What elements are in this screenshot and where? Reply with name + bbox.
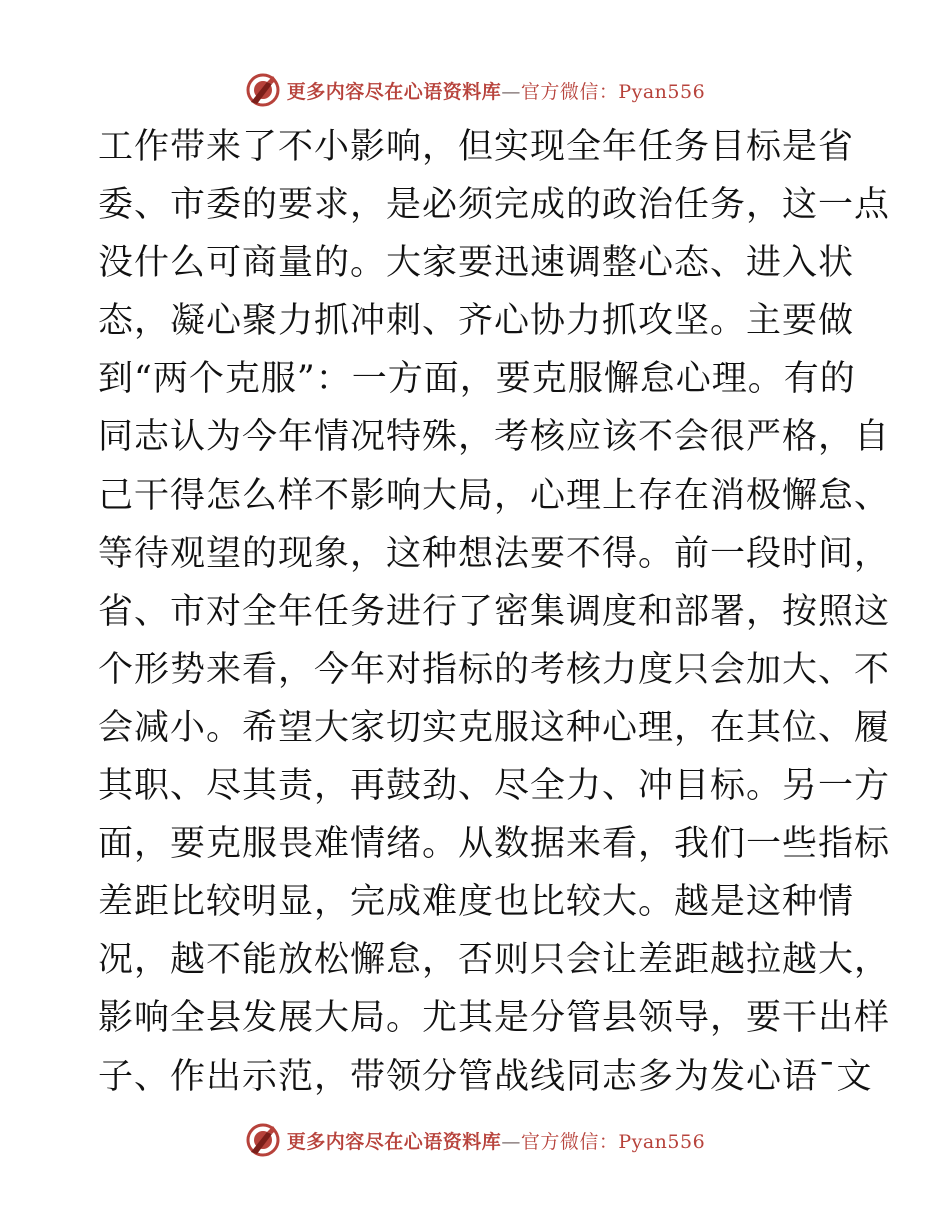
body-line: 影响全县发展大局。尤其是分管县领导，要干出样 xyxy=(98,998,891,1039)
header-banner xyxy=(0,70,950,110)
document-body xyxy=(98,118,891,1106)
body-line: 己干得怎么样不影响大局，心理上存在消极懈怠、 xyxy=(98,475,891,516)
body-line: 子、作出示范，带领分管战线同志多为发心语¯文 xyxy=(98,1056,873,1097)
header-site-name: 更多内容尽在心语资料库 xyxy=(286,80,502,103)
footer-site-name: 更多内容尽在心语资料库 xyxy=(286,1130,502,1153)
body-line: 个形势来看，今年对指标的考核力度只会加大、不 xyxy=(98,649,891,690)
pen-logo-icon xyxy=(245,1122,281,1158)
header-wechat-label: 官方微信： xyxy=(520,80,619,103)
body-line: 委、市委的要求，是必须完成的政治任务，这一点 xyxy=(98,185,891,226)
body-line: 面，要克服畏难情绪。从数据来看，我们一些指标 xyxy=(98,824,891,865)
body-line: 没什么可商量的。大家要迅速调整心态、进入状 xyxy=(98,243,855,284)
body-line: 其职、尽其责，再鼓劲、尽全力、冲目标。另一方 xyxy=(98,766,891,807)
body-line: 同志认为今年情况特殊，考核应该不会很严格，自 xyxy=(98,417,891,458)
body-line: 况，越不能放松懈怠，否则只会让差距越拉越大， xyxy=(98,940,891,981)
header-text xyxy=(287,77,705,104)
pen-logo-icon xyxy=(245,72,281,108)
footer-banner xyxy=(0,1120,950,1160)
footer-separator: — xyxy=(501,1130,521,1153)
footer-wechat-id: Pyan556 xyxy=(618,1130,706,1153)
body-line: 等待观望的现象，这种想法要不得。前一段时间， xyxy=(98,533,891,574)
body-line: 省、市对全年任务进行了密集调度和部署，按照这 xyxy=(98,591,891,632)
header-separator: — xyxy=(501,80,521,103)
body-line: 差距比较明显，完成难度也比较大。越是这种情 xyxy=(98,882,855,923)
body-line: 态，凝心聚力抓冲刺、齐心协力抓攻坚。主要做 xyxy=(98,301,855,342)
footer-wechat-label: 官方微信： xyxy=(520,1130,619,1153)
body-line: 工作带来了不小影响，但实现全年任务目标是省 xyxy=(98,127,855,167)
header-wechat-id: Pyan556 xyxy=(618,80,706,103)
body-line: 到“两个克服”：一方面，要克服懈怠心理。有的 xyxy=(98,359,856,400)
body-line: 会减小。希望大家切实克服这种心理，在其位、履 xyxy=(98,707,891,748)
footer-text xyxy=(287,1127,705,1154)
